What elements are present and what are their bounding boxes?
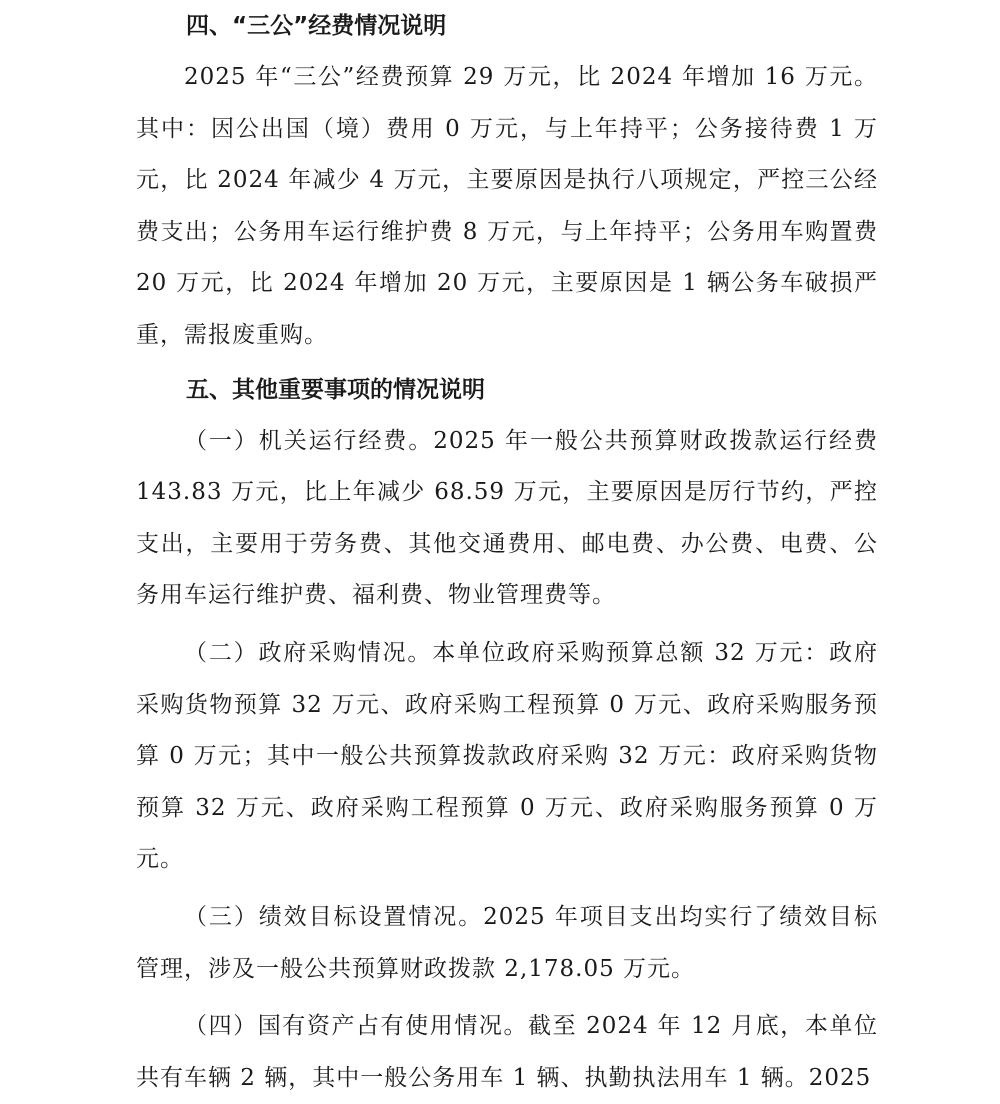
section-5-item-government-procurement: （二）政府采购情况。本单位政府采购预算总额 32 万元：政府采购货物预算 32 万元、政府采购工程预算 0 万元、政府采购服务预算 0 万元；其中一般公共预算拨款政府采购 32 万元：政府采购货物预算 32 万元、政府采购工程预算 0 万元、政府采购服务预算 0 万元。 bbox=[136, 639, 878, 873]
section-5-item-state-assets: （四）国有资产占有使用情况。截至 2024 年 12 月底，本单位共有车辆 2 辆，其中一般公务用车 1 辆、执勤执法用车 1 辆。2025 bbox=[136, 1013, 878, 1091]
section-4-heading: 四、“三公”经费情况说明 bbox=[186, 13, 447, 39]
section-5-item-performance-targets: （三）绩效目标设置情况。2025 年项目支出均实行了绩效目标管理，涉及一般公共预算财政拨款 2,178.05 万元。 bbox=[136, 903, 878, 982]
section-5-item-operating-costs: （一）机关运行经费。2025 年一般公共预算财政拨款运行经费 143.83 万元，比上年减少 68.59 万元，主要原因是厉行节约，严控支出，主要用于劳务费、其他交通费用、邮电费、办公费、电费、公务用车运行维护费、福利费、物业管理费等。 bbox=[136, 427, 878, 609]
document-page bbox=[136, 4, 878, 1104]
section-4-paragraph: 2025 年“三公”经费预算 29 万元，比 2024 年增加 16 万元。其中：因公出国（境）费用 0 万元，与上年持平；公务接待费 1 万元，比 2024 年减少 4 万元，主要原因是执行八项规定，严控三公经费支出；公务用车运行维护费 8 万元，与上年持平；公务用车购置费 20 万元，比 2024 年增加 20 万元，主要原因是 1 辆公务车破损严重，需报废重购。 bbox=[136, 64, 878, 348]
section-5-heading: 五、其他重要事项的情况说明 bbox=[186, 376, 485, 403]
